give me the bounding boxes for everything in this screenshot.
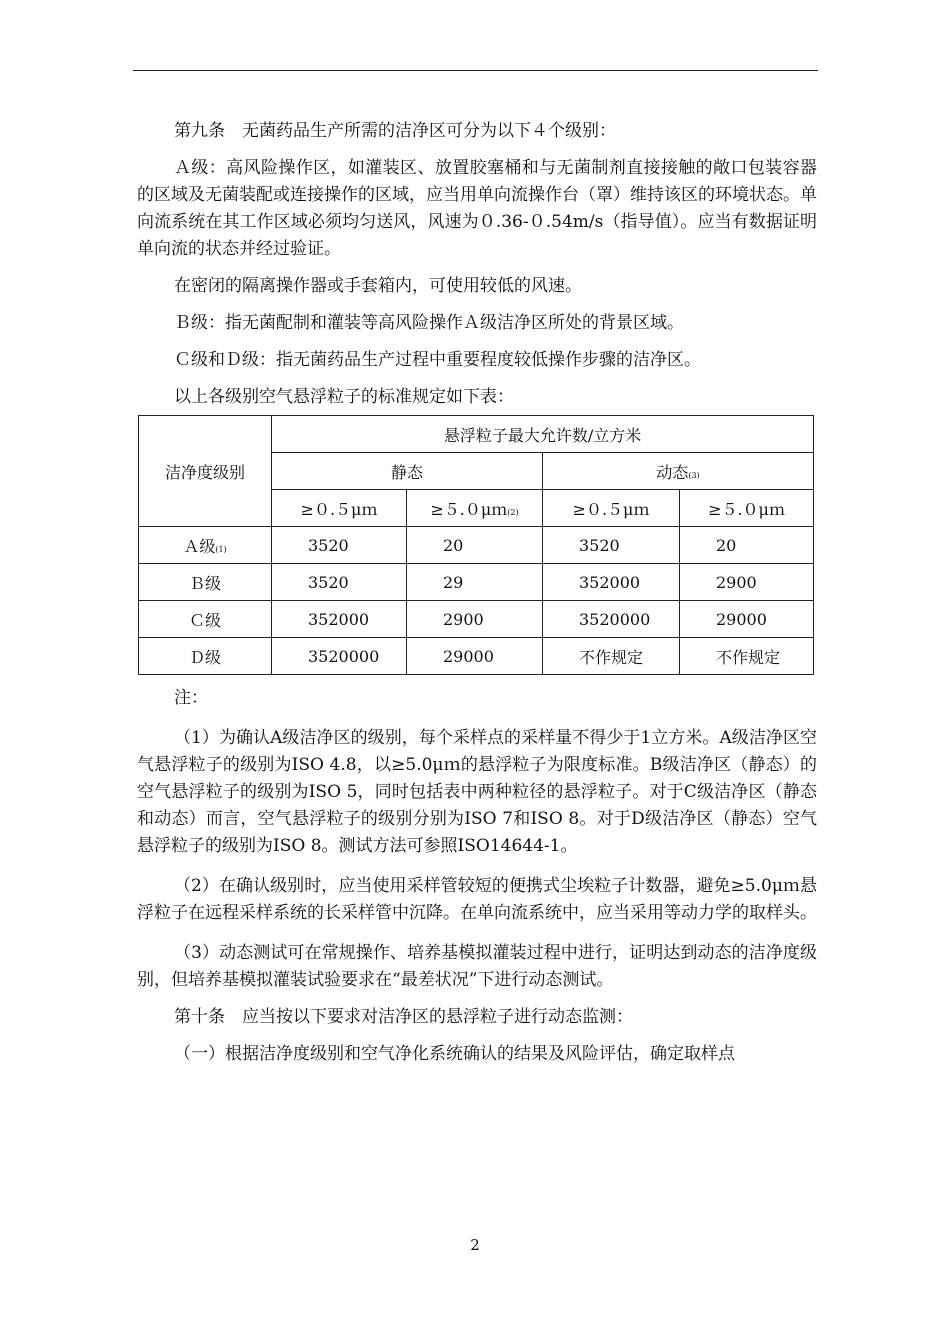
table-row <box>139 564 814 601</box>
static-small-size-header: ≥０.５μｍ <box>272 490 407 527</box>
notes-label: 注： <box>174 688 208 708</box>
static-large-size-header: ≥５.０μｍ(2) <box>407 490 543 527</box>
article-10-item-1: （一）根据洁净度级别和空气净化系统确认的结果及风险评估，确定取样点 <box>174 1044 735 1064</box>
table-intro: 以上各级别空气悬浮粒子的标准规定如下表： <box>174 387 514 407</box>
value-cell: 20 <box>680 527 814 564</box>
value-cell: 352000 <box>543 564 680 601</box>
grade-cell: Ｄ级 <box>139 638 272 675</box>
dynamic-header-cell: 动态(3) <box>543 453 814 490</box>
value-cell: 不作规定 <box>543 638 680 675</box>
value-cell: 2900 <box>680 564 814 601</box>
note-2-paragraph: （2）在确认级别时，应当使用采样管较短的便携式尘埃粒子计数器，避免≥5.0μｍ悬浮粒子在远程采样系统的长采样管中沉降。在单向流系统中，应当采用等动力学的取样头。 <box>137 876 817 923</box>
article-9-heading: 第九条 无菌药品生产所需的洁净区可分为以下４个级别： <box>174 121 616 141</box>
table-row <box>139 601 814 638</box>
value-cell: 352000 <box>272 601 407 638</box>
grade-a-footnote-marker: (1) <box>215 544 227 554</box>
document-body <box>137 118 817 1068</box>
static-header-cell: 静态 <box>272 453 543 490</box>
group-header-cell: 悬浮粒子最大允许数/立方米 <box>272 416 814 453</box>
table-row <box>139 638 814 675</box>
isolator-paragraph: 在密闭的隔离操作器或手套箱内，可使用较低的风速。 <box>174 276 582 296</box>
particle-limits-table <box>138 415 814 675</box>
note-1-paragraph: （1）为确认A级洁净区的级别，每个采样点的采样量不得少于1立方米。A级洁净区空气悬浮粒子的级别为ISO 4.8，以≥5.0μｍ的悬浮粒子为限度标准。B级洁净区（静态）的空气悬浮粒子的级别为ISO 5，同时包括表中两种粒径的悬浮粒子。对于C级洁净区（静态和动态）而言，空气悬浮粒子的级别分别为ISO 7和ISO 8。对于D级洁净区（静态）空气悬浮粒子的级别为ISO 8。测试方法可参照ISO14644-1。 <box>137 728 817 856</box>
value-cell: 3520000 <box>543 601 680 638</box>
grade-a-paragraph: Ａ级：高风险操作区，如灌装区、放置胶塞桶和与无菌制剂直接接触的敞口包装容器的区域及无菌装配或连接操作的区域，应当用单向流操作台（罩）维持该区的环境状态。单向流系统在其工作区域必须均匀送风，风速为０.36-０.54m/s（指导值）。应当有数据证明单向流的状态并经过验证。 <box>137 158 817 259</box>
dynamic-large-size-header: ≥５.０μｍ <box>680 490 814 527</box>
grade-cell: Ｃ级 <box>139 601 272 638</box>
value-cell: 3520 <box>272 527 407 564</box>
value-cell: 29 <box>407 564 543 601</box>
value-cell: 3520000 <box>272 638 407 675</box>
value-cell: 不作规定 <box>680 638 814 675</box>
value-cell: 29000 <box>680 601 814 638</box>
dynamic-small-size-header: ≥０.５μｍ <box>543 490 680 527</box>
grade-cd-paragraph: Ｃ级和Ｄ级：指无菌药品生产过程中重要程度较低操作步骤的洁净区。 <box>174 350 701 370</box>
grade-cell: Ａ级(1) <box>139 527 272 564</box>
grade-b-paragraph: Ｂ级：指无菌配制和灌装等高风险操作Ａ级洁净区所处的背景区域。 <box>174 313 684 333</box>
large-size-footnote-marker: (2) <box>507 507 519 517</box>
dynamic-footnote-marker: (3) <box>688 470 700 480</box>
value-cell: 3520 <box>543 527 680 564</box>
value-cell: 2900 <box>407 601 543 638</box>
table-row <box>139 527 814 564</box>
value-cell: 3520 <box>272 564 407 601</box>
header-rule <box>133 70 818 71</box>
page-number: 2 <box>470 1236 480 1254</box>
grade-cell: Ｂ级 <box>139 564 272 601</box>
row-header-cell: 洁净度级别 <box>139 416 272 527</box>
article-10-heading: 第十条 应当按以下要求对洁净区的悬浮粒子进行动态监测： <box>174 1007 633 1027</box>
value-cell: 29000 <box>407 638 543 675</box>
value-cell: 20 <box>407 527 543 564</box>
note-3-paragraph: （3）动态测试可在常规操作、培养基模拟灌装过程中进行，证明达到动态的洁净度级别，但培养基模拟灌装试验要求在“最差状况”下进行动态测试。 <box>137 943 817 990</box>
